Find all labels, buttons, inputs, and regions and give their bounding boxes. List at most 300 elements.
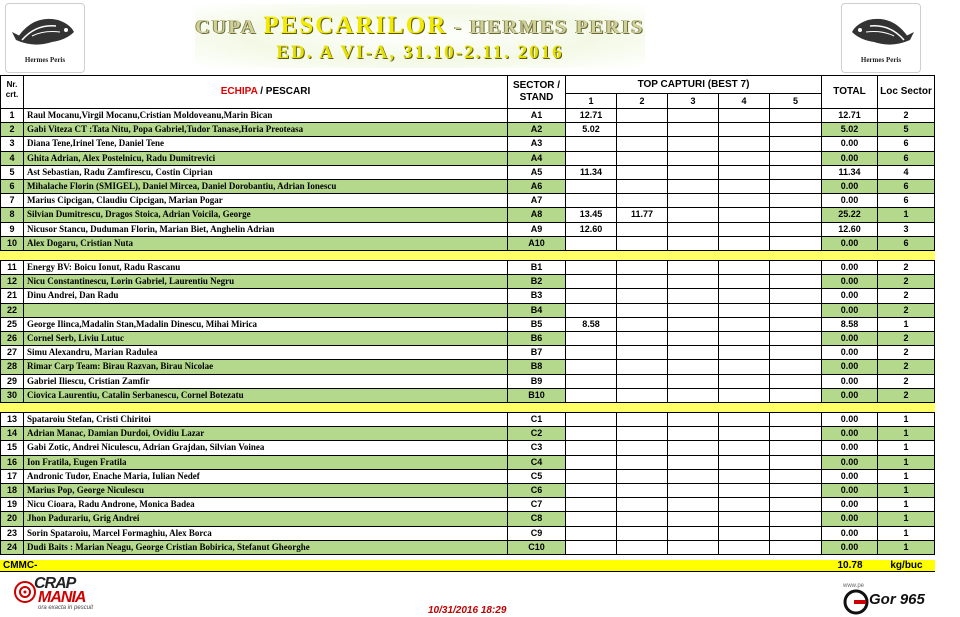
row-nr: 9 (0, 223, 24, 237)
row-capture-5 (770, 318, 822, 332)
row-capture-4 (719, 498, 770, 512)
row-nr: 20 (0, 512, 24, 526)
echipa-label: ECHIPA (220, 86, 258, 97)
row-loc-sector: 1 (878, 427, 935, 441)
row-capture-2 (617, 332, 668, 346)
row-capture-2: 11.77 (617, 208, 668, 222)
row-capture-3 (668, 456, 719, 470)
row-capture-3 (668, 332, 719, 346)
row-capture-5 (770, 541, 822, 555)
logo-mania-text: MANIA (38, 589, 86, 606)
row-capture-2 (617, 375, 668, 389)
row-team-names: Rimar Carp Team: Birau Razvan, Birau Nicolae (24, 360, 508, 374)
row-stand: A1 (508, 109, 566, 123)
row-capture-1 (566, 484, 617, 498)
row-loc-sector: 1 (878, 498, 935, 512)
row-team-names: Ion Fratila, Eugen Fratila (24, 456, 508, 470)
row-capture-2 (617, 152, 668, 166)
col-header-top-capturi: TOP CAPTURI (BEST 7) (566, 75, 822, 94)
row-stand: A8 (508, 208, 566, 222)
row-total: 0.00 (822, 427, 878, 441)
section-separator (0, 251, 935, 261)
row-capture-5 (770, 109, 822, 123)
row-capture-4 (719, 275, 770, 289)
row-capture-5 (770, 346, 822, 360)
row-total: 5.02 (822, 123, 878, 137)
row-capture-3 (668, 527, 719, 541)
row-stand: C6 (508, 484, 566, 498)
row-total: 0.00 (822, 484, 878, 498)
row-stand: C3 (508, 441, 566, 455)
row-total: 0.00 (822, 470, 878, 484)
row-capture-3 (668, 180, 719, 194)
row-capture-2 (617, 223, 668, 237)
row-loc-sector: 1 (878, 208, 935, 222)
row-capture-3 (668, 375, 719, 389)
row-capture-4 (719, 413, 770, 427)
row-capture-1 (566, 498, 617, 512)
row-capture-3 (668, 346, 719, 360)
row-stand: C4 (508, 456, 566, 470)
row-loc-sector: 1 (878, 318, 935, 332)
target-icon (14, 581, 36, 603)
row-capture-3 (668, 152, 719, 166)
row-stand: A9 (508, 223, 566, 237)
row-team-names: Alex Dogaru, Cristian Nuta (24, 237, 508, 251)
row-capture-2 (617, 109, 668, 123)
row-total: 0.00 (822, 237, 878, 251)
row-stand: A2 (508, 123, 566, 137)
row-capture-5 (770, 289, 822, 303)
row-team-names: Nicu Cioara, Radu Androne, Monica Badea (24, 498, 508, 512)
row-capture-4 (719, 346, 770, 360)
row-capture-1: 5.02 (566, 123, 617, 137)
row-capture-5 (770, 484, 822, 498)
row-nr: 16 (0, 456, 24, 470)
row-loc-sector: 6 (878, 237, 935, 251)
row-total: 0.00 (822, 441, 878, 455)
gor965-logo (843, 583, 938, 615)
row-team-names: Cornel Serb, Liviu Lutuc (24, 332, 508, 346)
row-capture-4 (719, 109, 770, 123)
row-capture-5 (770, 180, 822, 194)
row-loc-sector: 2 (878, 360, 935, 374)
row-capture-5 (770, 261, 822, 275)
row-stand: A10 (508, 237, 566, 251)
row-capture-3 (668, 166, 719, 180)
row-stand: B8 (508, 360, 566, 374)
row-capture-2 (617, 304, 668, 318)
row-capture-2 (617, 289, 668, 303)
row-stand: B2 (508, 275, 566, 289)
row-capture-1 (566, 456, 617, 470)
row-team-names: Jhon Padurariu, Grig Andrei (24, 512, 508, 526)
row-capture-5 (770, 304, 822, 318)
row-team-names: Ciovica Laurentiu, Catalin Serbanescu, Cornel Botezatu (24, 389, 508, 403)
row-capture-1 (566, 346, 617, 360)
row-capture-3 (668, 261, 719, 275)
row-capture-2 (617, 123, 668, 137)
row-stand: C2 (508, 427, 566, 441)
col-header-nr: Nr. crt. (0, 75, 24, 109)
crap-mania-logo (14, 575, 114, 613)
row-capture-4 (719, 223, 770, 237)
row-capture-3 (668, 237, 719, 251)
row-loc-sector: 2 (878, 375, 935, 389)
row-total: 0.00 (822, 261, 878, 275)
row-stand: C8 (508, 512, 566, 526)
row-capture-3 (668, 208, 719, 222)
row-loc-sector: 1 (878, 456, 935, 470)
row-nr: 6 (0, 180, 24, 194)
row-team-names: Adrian Manac, Damian Durdoi, Ovidiu Lazar (24, 427, 508, 441)
row-team-names: George Ilinca,Madalin Stan,Madalin Dinescu, Mihai Mirica (24, 318, 508, 332)
col-header-echipa (24, 75, 508, 109)
row-total: 12.71 (822, 109, 878, 123)
row-nr: 3 (0, 137, 24, 151)
row-capture-2 (617, 427, 668, 441)
row-loc-sector: 1 (878, 527, 935, 541)
row-capture-4 (719, 289, 770, 303)
row-capture-1 (566, 332, 617, 346)
row-team-names: Nicu Constantinescu, Lorin Gabriel, Laurentiu Negru (24, 275, 508, 289)
row-capture-4 (719, 123, 770, 137)
row-capture-1: 13.45 (566, 208, 617, 222)
row-nr: 12 (0, 275, 24, 289)
row-team-names: Energy BV: Boicu Ionut, Radu Rascanu (24, 261, 508, 275)
row-capture-1 (566, 137, 617, 151)
logo-caption: Hermes Peris (860, 56, 902, 64)
row-capture-2 (617, 413, 668, 427)
row-loc-sector: 1 (878, 413, 935, 427)
row-total: 0.00 (822, 346, 878, 360)
row-capture-5 (770, 498, 822, 512)
row-total: 0.00 (822, 275, 878, 289)
row-capture-3 (668, 413, 719, 427)
row-capture-3 (668, 484, 719, 498)
row-capture-5 (770, 527, 822, 541)
row-total: 0.00 (822, 332, 878, 346)
row-loc-sector: 3 (878, 223, 935, 237)
row-capture-5 (770, 166, 822, 180)
row-nr: 30 (0, 389, 24, 403)
row-loc-sector: 2 (878, 332, 935, 346)
row-loc-sector: 5 (878, 123, 935, 137)
row-stand: C10 (508, 541, 566, 555)
row-loc-sector: 6 (878, 180, 935, 194)
row-capture-4 (719, 137, 770, 151)
row-nr: 19 (0, 498, 24, 512)
row-total: 0.00 (822, 152, 878, 166)
row-capture-3 (668, 512, 719, 526)
row-stand: A4 (508, 152, 566, 166)
cmmc-value: 10.78 (837, 560, 863, 571)
row-nr: 13 (0, 413, 24, 427)
row-team-names: Marius Pop, George Niculescu (24, 484, 508, 498)
row-capture-5 (770, 332, 822, 346)
row-team-names: Raul Mocanu,Virgil Mocanu,Cristian Moldoveanu,Marin Bican (24, 109, 508, 123)
row-stand: A3 (508, 137, 566, 151)
row-capture-5 (770, 413, 822, 427)
row-capture-5 (770, 137, 822, 151)
row-loc-sector: 1 (878, 470, 935, 484)
row-team-names: Gabi Zotic, Andrei Niculescu, Adrian Grajdan, Silvian Voinea (24, 441, 508, 455)
row-team-names: Silvian Dumitrescu, Dragos Stoica, Adrian Voicila, George (24, 208, 508, 222)
row-nr: 25 (0, 318, 24, 332)
row-capture-2 (617, 541, 668, 555)
row-capture-4 (719, 166, 770, 180)
row-capture-1 (566, 180, 617, 194)
row-capture-5 (770, 194, 822, 208)
row-capture-4 (719, 484, 770, 498)
row-loc-sector: 2 (878, 275, 935, 289)
row-capture-4 (719, 527, 770, 541)
row-team-names: Dinu Andrei, Dan Radu (24, 289, 508, 303)
row-team-names: Ast Sebastian, Radu Zamfirescu, Costin Ciprian (24, 166, 508, 180)
row-loc-sector: 2 (878, 389, 935, 403)
row-capture-3 (668, 427, 719, 441)
row-total: 0.00 (822, 360, 878, 374)
row-capture-5 (770, 237, 822, 251)
row-capture-2 (617, 527, 668, 541)
row-total: 11.34 (822, 166, 878, 180)
row-capture-1 (566, 360, 617, 374)
row-capture-5 (770, 208, 822, 222)
row-loc-sector: 4 (878, 166, 935, 180)
row-capture-1 (566, 152, 617, 166)
row-capture-3 (668, 123, 719, 137)
pescari-label: / PESCARI (257, 86, 311, 97)
row-stand: C7 (508, 498, 566, 512)
row-capture-4 (719, 194, 770, 208)
row-team-names: Simu Alexandru, Marian Radulea (24, 346, 508, 360)
row-loc-sector: 2 (878, 289, 935, 303)
row-stand: A6 (508, 180, 566, 194)
gor-circle-icon (843, 589, 869, 615)
row-loc-sector: 2 (878, 304, 935, 318)
row-capture-1: 8.58 (566, 318, 617, 332)
gor-small-text: www.pe (843, 583, 865, 589)
row-nr: 5 (0, 166, 24, 180)
row-capture-2 (617, 237, 668, 251)
row-loc-sector: 6 (878, 152, 935, 166)
logo-crap-text: CRAP (34, 575, 76, 592)
row-capture-5 (770, 427, 822, 441)
row-nr: 4 (0, 152, 24, 166)
row-nr: 23 (0, 527, 24, 541)
row-stand: A7 (508, 194, 566, 208)
row-team-names: Nicusor Stancu, Duduman Florin, Marian Biet, Anghelin Adrian (24, 223, 508, 237)
row-capture-3 (668, 304, 719, 318)
row-capture-2 (617, 360, 668, 374)
row-stand: A5 (508, 166, 566, 180)
row-total: 0.00 (822, 512, 878, 526)
row-capture-4 (719, 237, 770, 251)
row-total: 0.00 (822, 137, 878, 151)
row-capture-3 (668, 318, 719, 332)
section-separator (0, 403, 935, 413)
row-nr: 8 (0, 208, 24, 222)
row-total: 0.00 (822, 180, 878, 194)
row-loc-sector: 1 (878, 441, 935, 455)
row-capture-3 (668, 194, 719, 208)
row-team-names: Marius Cipcigan, Claudiu Cipcigan, Marian Pogar (24, 194, 508, 208)
row-stand: C5 (508, 470, 566, 484)
row-nr: 28 (0, 360, 24, 374)
row-team-names: Mihalache Florin (SMIGEL), Daniel Mircea, Daniel Dorobantiu, Adrian Ionescu (24, 180, 508, 194)
row-capture-1 (566, 541, 617, 555)
row-total: 0.00 (822, 541, 878, 555)
cmmc-summary-row (0, 560, 935, 572)
row-nr: 2 (0, 123, 24, 137)
cmmc-label: CMMC- (3, 560, 38, 571)
row-capture-5 (770, 512, 822, 526)
row-capture-5 (770, 441, 822, 455)
row-capture-4 (719, 512, 770, 526)
title-main: PESCARILOR (263, 12, 448, 39)
row-capture-2 (617, 498, 668, 512)
row-stand: B10 (508, 389, 566, 403)
row-capture-5 (770, 375, 822, 389)
row-total: 12.60 (822, 223, 878, 237)
row-nr: 10 (0, 237, 24, 251)
row-capture-1 (566, 375, 617, 389)
row-capture-5 (770, 360, 822, 374)
row-capture-5 (770, 123, 822, 137)
row-capture-2 (617, 137, 668, 151)
cmmc-unit: kg/buc (890, 560, 923, 571)
title-prefix: CUPA (195, 16, 264, 38)
row-nr: 18 (0, 484, 24, 498)
row-nr: 17 (0, 470, 24, 484)
row-capture-2 (617, 275, 668, 289)
row-capture-4 (719, 261, 770, 275)
row-stand: B5 (508, 318, 566, 332)
row-total: 0.00 (822, 456, 878, 470)
row-loc-sector: 2 (878, 261, 935, 275)
row-nr: 1 (0, 109, 24, 123)
row-capture-2 (617, 261, 668, 275)
row-capture-4 (719, 375, 770, 389)
row-total: 0.00 (822, 194, 878, 208)
col-header-loc-sector: Loc Sector (878, 75, 935, 109)
row-nr: 11 (0, 261, 24, 275)
col-header-top-2: 2 (617, 94, 668, 109)
row-capture-2 (617, 346, 668, 360)
row-team-names: Gabi Viteza CT :Tata Nitu, Popa Gabriel,Tudor Tanase,Horia Preoteasa (24, 123, 508, 137)
col-header-top-5: 5 (770, 94, 822, 109)
row-total: 0.00 (822, 289, 878, 303)
row-capture-1 (566, 304, 617, 318)
results-table (0, 75, 960, 571)
logo-tagline: ora exacta in pescuit (38, 605, 94, 611)
row-capture-3 (668, 389, 719, 403)
col-header-top-4: 4 (719, 94, 770, 109)
hermes-peris-logo-right (841, 3, 921, 73)
row-capture-4 (719, 332, 770, 346)
row-capture-3 (668, 275, 719, 289)
row-capture-4 (719, 152, 770, 166)
row-stand: C9 (508, 527, 566, 541)
row-nr: 7 (0, 194, 24, 208)
row-loc-sector: 2 (878, 346, 935, 360)
row-total: 0.00 (822, 498, 878, 512)
row-total: 0.00 (822, 304, 878, 318)
row-capture-1: 11.34 (566, 166, 617, 180)
title-banner (195, 4, 645, 68)
row-capture-1: 12.60 (566, 223, 617, 237)
row-capture-5 (770, 223, 822, 237)
row-team-names (24, 304, 508, 318)
row-capture-1 (566, 389, 617, 403)
row-capture-1 (566, 413, 617, 427)
row-team-names: Sorin Spataroiu, Marcel Formaghiu, Alex Borca (24, 527, 508, 541)
row-nr: 26 (0, 332, 24, 346)
row-nr: 21 (0, 289, 24, 303)
row-nr: 14 (0, 427, 24, 441)
row-loc-sector: 6 (878, 137, 935, 151)
row-capture-1 (566, 470, 617, 484)
row-capture-3 (668, 137, 719, 151)
row-team-names: Dudi Baits : Marian Neagu, George Cristian Bobirica, Stefanut Gheorghe (24, 541, 508, 555)
row-stand: B9 (508, 375, 566, 389)
row-stand: B4 (508, 304, 566, 318)
row-loc-sector: 1 (878, 541, 935, 555)
gor-logo-text: Gor 965 (869, 591, 925, 608)
row-capture-2 (617, 470, 668, 484)
row-capture-2 (617, 180, 668, 194)
row-capture-1 (566, 441, 617, 455)
row-team-names: Andronic Tudor, Enache Maria, Iulian Nedef (24, 470, 508, 484)
row-stand: B1 (508, 261, 566, 275)
row-total: 0.00 (822, 375, 878, 389)
row-capture-3 (668, 541, 719, 555)
row-capture-4 (719, 456, 770, 470)
row-total: 25.22 (822, 208, 878, 222)
row-capture-2 (617, 166, 668, 180)
row-capture-1 (566, 261, 617, 275)
row-capture-3 (668, 360, 719, 374)
page-header (0, 0, 960, 75)
row-capture-4 (719, 304, 770, 318)
title-suffix: - HERMES PERIS (447, 16, 645, 38)
row-stand: B7 (508, 346, 566, 360)
logo-caption: Hermes Peris (24, 56, 66, 64)
row-capture-4 (719, 441, 770, 455)
row-loc-sector: 1 (878, 484, 935, 498)
row-nr: 24 (0, 541, 24, 555)
row-capture-3 (668, 109, 719, 123)
col-header-top-1: 1 (566, 94, 617, 109)
row-team-names: Diana Tene,Irinel Tene, Daniel Tene (24, 137, 508, 151)
row-total: 0.00 (822, 413, 878, 427)
page-title (195, 12, 645, 40)
row-capture-5 (770, 152, 822, 166)
row-capture-4 (719, 470, 770, 484)
row-nr: 29 (0, 375, 24, 389)
row-capture-5 (770, 389, 822, 403)
row-capture-4 (719, 360, 770, 374)
page-subtitle: ED. A VI-A, 31.10-2.11. 2016 (276, 42, 564, 63)
row-stand: B3 (508, 289, 566, 303)
timestamp: 10/31/2016 18:29 (428, 605, 507, 616)
row-capture-1 (566, 527, 617, 541)
row-capture-1 (566, 194, 617, 208)
row-capture-4 (719, 541, 770, 555)
row-loc-sector: 1 (878, 512, 935, 526)
row-capture-4 (719, 427, 770, 441)
row-loc-sector: 6 (878, 194, 935, 208)
